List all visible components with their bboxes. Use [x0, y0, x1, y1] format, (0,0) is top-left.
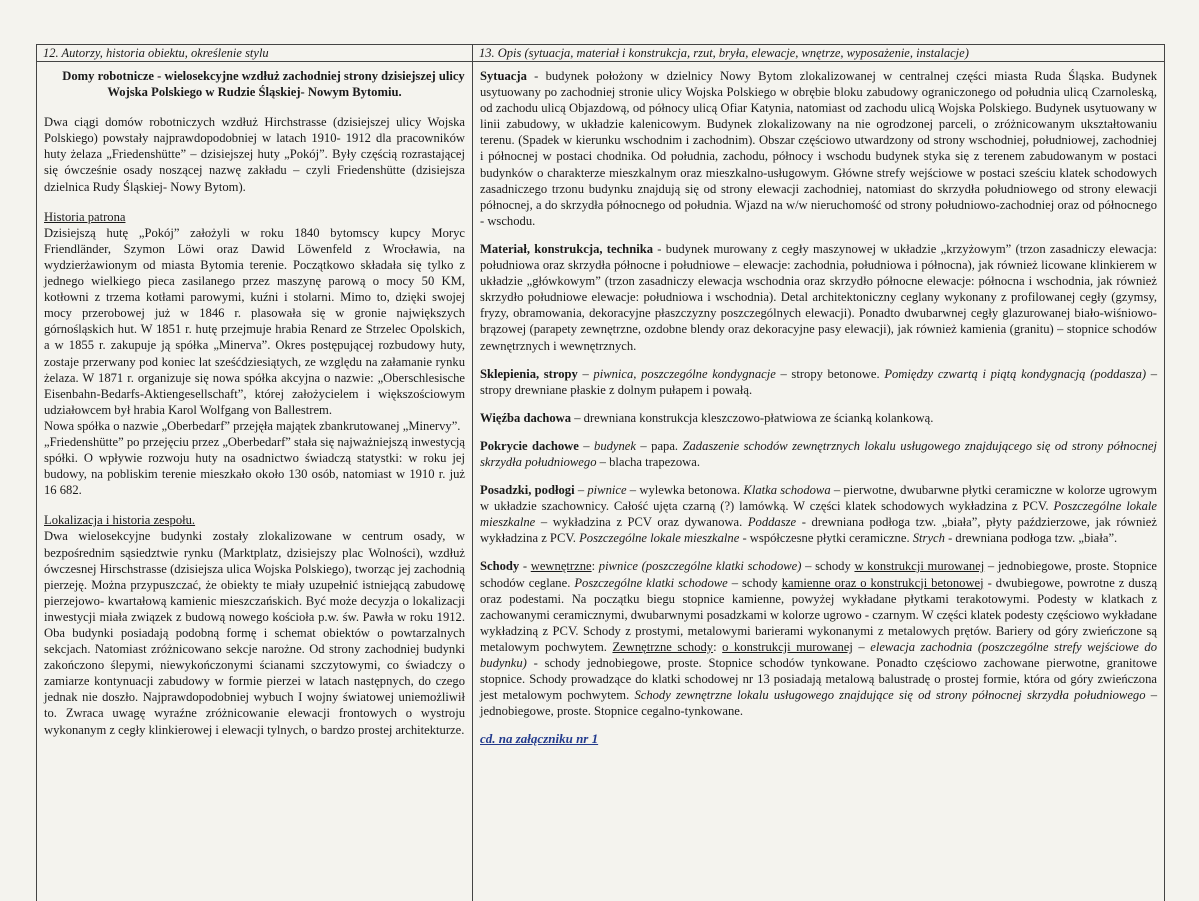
sytuacja-text: - budynek położony w dzielnicy Nowy Bytom zlokalizowanej w centralnej części miasta Ruda Śląska. Budynek usytuowany po zachodniej stronie ulicy Wojska Polskiego w obrębie bloku zabudowy ograniczonego od południa ulicą Czarnoleską, od zachodu ulicą Objazdową, od północy ulicą Ofiar Katynia, natomiast od zachodu ulicą Wojska Polskiego. Budynek usytuowany w linii zabudowy, w układzie kalenicowym. Budynek zlokalizowany na nie ogrodzonej parceli, o zróżnicowanym ukształtowaniu terenu. (Spadek w kierunku wschodnim i zachodnim). Obszar częściowo utwardzony od strony wschodniej, południowej, zachodniej i północnej w postaci chodnika. Od południa, zachodu, północy i wschodu budynek styka się z terenem zabudowanym w postaci budynków o charakterze mieszkalnym oraz mieszkalno-usługowym. Główne strefy wejściowe w postaci sześciu klatek schodowych zasadniczego trzonu budynku znajdują się od strony elewacji zachodniej, natomiast do skrzydła południowego od strony elewacji północnej, a do skrzydła północnego od południa. Wjazd na w/w nieruchomość od strony południowo-zachodniej oraz od północnego - wschodu. — [480, 69, 1157, 228]
sklepienia-text-2: – stropy drewniane płaskie z dolnym pułapem i powałą. — [480, 366, 1158, 397]
schody-label: Schody — [480, 559, 520, 574]
history-paragraph-2: Nowa spółka o nazwie „Oberbedarf” przejęła majątek zbankrutowanej „Minervy”. — [44, 418, 461, 433]
schody-text-1: : — [591, 559, 599, 574]
sytuacja-paragraph — [480, 68, 1157, 229]
schody-text-3: – jednobiegowe, proste. Stopnice schodów ceglane. — [480, 559, 1157, 590]
schody-italic-3: elewacja zachodnia (poszczególne strefy wejściowe do budynku) — [480, 639, 1158, 670]
right-column — [473, 44, 1165, 901]
schody-text-9: – jednobiegowe, proste. Stopnice cegalno-tynkowane. — [480, 688, 1157, 719]
pokrycie-text-1: papa. — [651, 438, 683, 453]
schody-italic-2: Poszczególne klatki schodowe — [574, 575, 728, 590]
location-heading: Lokalizacja i historia zespołu. — [44, 513, 196, 528]
schody-text-6: : — [713, 639, 723, 654]
wiezba-label: Więźba dachowa — [480, 410, 572, 425]
pokrycie-text-2: – blacha trapezowa. — [596, 454, 700, 469]
schody-underline-1: wewnętrzne — [530, 559, 592, 574]
wiezba-paragraph — [480, 410, 1157, 426]
schody-text-8: - schody jednobiegowe, proste. Stopnice schodów tynkowane. Ponadto częściowo zachowane pierwotne, granitowe stopnice. Schody prowadzące do klatki schodowej nr 13 posiadają metalową balustradę o prostej formie, która od góry zwieńczona jest metalowym pochwytem. — [480, 656, 1157, 703]
sklepienia-italic-1: – piwnica, poszczególne kondygnacje – — [577, 366, 792, 381]
schody-underline-3: kamienne oraz o konstrukcji betonowej — [781, 575, 984, 590]
posadzki-paragraph — [480, 482, 1157, 546]
left-column-content — [37, 62, 472, 738]
pokrycie-italic-1: – budynek – — [578, 438, 652, 453]
posadzki-italic-4: Poddasze — [747, 515, 797, 530]
posadzki-italic-3: Poszczególne lokale mieszkalne — [480, 499, 1157, 530]
schody-text-4: – schody — [727, 575, 782, 590]
left-column-header: 12. Autorzy, historia obiektu, określenie stylu — [37, 44, 472, 62]
history-heading: Historia patrona — [44, 209, 126, 224]
schody-text-5: - dwubiegowe, powrotne z duszą oraz podestami. Na początku biegu stopnice kamienne, powyżej wykładane płytkami terakotowymi. Podesty w klatkach z zachowanymi ceramicznymi, dwubarwnymi posadzkami w kolorze ugrowo - czarnym. W części klatek podesty częściowo wykładane wykładziną z PCV. Schody z prostymi, metalowymi barierami wykonanymi z metalowych prętów. Bariery od góry zwieńczone są metalowym pochwytem. — [480, 575, 1158, 654]
posadzki-label: Posadzki, podłogi — [480, 483, 575, 498]
location-section — [44, 512, 465, 737]
schody-paragraph — [480, 558, 1157, 719]
attachment-link[interactable]: cd. na załączniku nr 1 — [480, 731, 599, 747]
location-paragraph: Dwa wielosekcyjne budynki zostały zlokalizowane w centrum osady, w bezpośrednim sąsiedztwie rynku (Marktplatz, dzisiejszy plac Wolności), wzdłuż ówczesnej Hirschstrasse (dzisiejsza ulica Wojska Polskiego), tworząc jej zachodnią pierzeję. Można przypuszczać, że obiekty te miały uzupełnić istniejącą zabudowę pierzejowo- kwartałową kamienic mieszczańskich. Być może decyzja o lokalizacji inwestycji miała związek z budową nowego kościoła p.w. św. Pawła w roku 1912. Oba budynki posiadają podobną formę i schemat obiektów o powtarzalnych sekcjach. Natomiast zróżnicowano sekcje narożne. Od strony zachodniej budynki zakończono ślepymi, niewykończonymi ścianami szczytowymi, co świadczy o zamiarze kontynuacji zabudowy w formie pierzei w latach następnych, do czego jednak nie doszło. Najprawdopodobniej wybuch I wojny światowej uniemożliwił to. Zwraca uwagę wyraźne zróżnicowanie elewacji frontowych o wystroju wykonanym z cegły klinkierowej i elewacji tylnych, o bardzo prostej architekturze. — [44, 529, 465, 737]
sklepienia-italic-2: Pomiędzy czwartą i piątą kondygnacją (poddasza) — [884, 366, 1147, 381]
table-top-border — [36, 44, 1165, 45]
posadzki-text-2: – pierwotne, dwubarwne płytki ceramiczne w kolorze ugrowym w układzie szachownicy. Całość ujęta czarną (?) lamówką. W części klatek schodowych wykładzina z PCV. — [480, 483, 1158, 514]
schody-text-0: - — [519, 559, 531, 574]
schody-underline-4: Zewnętrzne schody — [612, 639, 714, 654]
intro-paragraph: Dwa ciągi domów robotniczych wzdłuż Hirchstrasse (dzisiejszej ulicy Wojska Polskiego) powstały najprawdopodobniej w latach 1910- 1912 dla pracowników huty żelaza „Friedenshütte” – dzisiejszej huty „Pokój”. Były częścią rozrastającej się ówcześnie osady noszącej nazwę zakładu – czyli Friedenshütte (dzisiejsza dzielnica Rudy Śląskiej- Nowy Bytom). — [44, 115, 465, 194]
posadzki-text-6: - drewniana podłoga tzw. „biała”. — [944, 531, 1118, 546]
schody-italic-4: Schody zewnętrzne lokalu usługowego znajdujące się od strony północnej skrzydła południowego — [634, 688, 1146, 703]
pokrycie-label: Pokrycie dachowe — [480, 438, 579, 453]
wiezba-text: – drewniana konstrukcja kleszczowo-płatwiowa ze ścianką kolankową. — [571, 410, 934, 425]
right-column-header: 13. Opis (sytuacja, materiał i konstrukcja, rzut, bryła, elewacje, wnętrze, wyposażenie, instalacje) — [473, 44, 1164, 62]
document-title: Domy robotnicze - wielosekcyjne wzdłuż zachodniej strony dzisiejszej ulicy Wojska Polskiego w Rudzie Śląskiej- Nowym Bytomiu. — [62, 69, 465, 100]
posadzki-italic-2: Klatka schodowa — [743, 483, 831, 498]
posadzki-italic-1: – piwnice – — [574, 483, 640, 498]
left-column — [36, 44, 473, 901]
sytuacja-label: Sytuacja — [480, 69, 527, 83]
sklepienia-paragraph — [480, 366, 1157, 398]
pokrycie-paragraph — [480, 438, 1157, 470]
pokrycie-italic-2: Zadaszenie schodów zewnętrznych lokalu usługowego znajdującego się od strony północnej skrzydła południowego — [480, 438, 1157, 469]
material-text: - budynek murowany z cegły maszynowej w układzie „krzyżowym” (trzon zasadniczy elewacja: południowa oraz skrzydła północne i południowe – elewacje: zachodnia, południowa i północna), jak również licowane klinkierem w układzie „główkowym” (trzon zasadniczy elewacja wschodnia oraz skrzydło północne elewacje: północna i wschodnia, jak również skrzydło południowe elewacje: południowa i wschodnia). Detal architektoniczny ceglany wykonany z profilowanej cegły (gzymsy, fryzy, obramowania, dekoracyjne płaszczyzny poszczególnych elewacji). Ponadto dwubarwnej cegły glazurowanej biało-wiśniowo-brązowej (parapety zewnętrzne, ozdobne blendy oraz dekoracyjne pasy elewacji), jak również kamienia (granitu) – stopnice schodów zewnętrznych i wewnętrznych. — [480, 241, 1157, 353]
material-paragraph — [480, 241, 1157, 354]
posadzki-text-4: - drewniana podłoga tzw. „biała”, płyty paździerzowe, jak również wykładzina z PCV. — [480, 515, 1157, 546]
history-section — [44, 209, 465, 499]
right-column-content — [473, 62, 1164, 747]
history-paragraph-1: Dzisiejszą hutę „Pokój” założyli w roku 1840 bytomscy kupcy Moryc Friendländer, Szymon Löwi oraz Dawid Löwenfeld z Wrocławia, na wydzierżawionym od miasta Bytomia terenie. Początkowo składała się tylko z jednego wielkiego pieca zasilanego przez maszynę parową o mocy 50 KM, kotłowni z trzema kotłami parowymi, kuźni i stolarni. Mimo to, dzięki swojej mocy przerobowej już w 1846 r. plasowała się w gronie największych górnośląskich hut. W 1851 r. hutę przejmuje hrabia Renard ze Strzelec Opolskich, a w 1855 r. zakupuje ją spółka „Minerva”. Okres postępującej rozbudowy huty, zostaje przerwany pod koniec lat sześćdziesiątych, ze względu na załamanie rynku żelaza. W 1871 r. organizuje się nowa spółka akcyjna o nazwie: „Oberschlesische Eisenbahn-Bedarfs-Aktiengesellschaft”, której założycielem i większościowym udziałowcem był hrabia Karol Wolfgang von Ballestrem. — [44, 225, 465, 417]
sklepienia-label: Sklepienia, stropy — [480, 366, 578, 381]
posadzki-italic-5: Poszczególne lokale mieszkalne — [579, 531, 740, 546]
material-label: Materiał, konstrukcja, technika — [480, 241, 653, 256]
posadzki-text-3: – wykładzina z PCV oraz dywanowa. — [535, 515, 748, 530]
posadzki-text-1: wylewka betonowa. — [639, 483, 744, 498]
posadzki-text-5: - współczesne płytki ceramiczne. — [739, 531, 913, 546]
schody-text-7: – — [852, 639, 871, 654]
schody-text-2: – schody — [801, 559, 855, 574]
posadzki-italic-6: Strych — [912, 531, 945, 546]
schody-italic-1: piwnice (poszczególne klatki schodowe) — [598, 559, 802, 574]
schody-underline-2: w konstrukcji murowanej — [854, 559, 985, 574]
sklepienia-text-1: stropy betonowe. — [791, 366, 885, 381]
schody-underline-5: o konstrukcji murowanej — [722, 639, 853, 654]
history-paragraph-3: „Friedenshütte” po przejęciu przez „Oberbedarf” stała się najważniejszą inwestycją spółki. O wpływie rozwoju huty na osadnictwo świadczą statystki: w roku jej budowy, na pobliskim terenie mieszkało około 130 osób, natomiast w 1910 r. już 16 682. — [44, 434, 465, 498]
